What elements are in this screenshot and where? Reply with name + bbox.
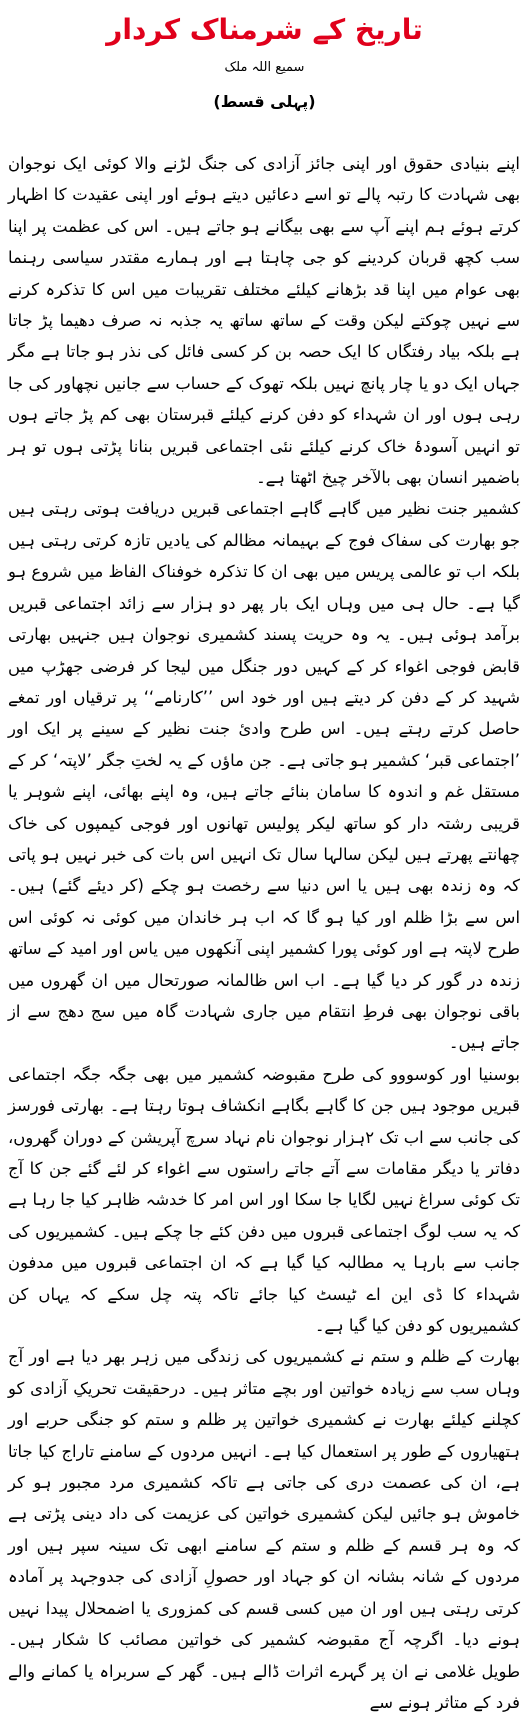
author-name: سمیع اللہ ملک: [224, 60, 305, 75]
article-title: تاریخ کے شرمناک کردار: [106, 13, 423, 46]
paragraph-4: بھارت کے ظلم و ستم نے کشمیریوں کی زندگی میں زہر بھر دیا ہے اور آج وہاں سب سے زیادہ خواتین اور بچے متاثر ہیں۔ درحقیقت تحریکِ آزادی کو کچلنے کیلئے بھارت نے کشمیری خواتین پر ظلم و ستم کو جنگی حربے اور ہتھیاروں کے طور پر استعمال کیا ہے۔ انہیں مردوں کے سامنے تاراج کیا جاتا ہے، ان کی عصمت دری کی جاتی ہے تاکہ کشمیری مرد مجبور ہو کر خاموش ہو جائیں لیکن کشمیری خواتین کی عزیمت کی داد دینی پڑتی ہے کہ وہ ہر قسم کے ظلم و ستم کے سامنے ابھی تک سینہ سپر ہیں اور مردوں کے شانہ بشانہ ان کو جہاد اور حصولِ آزادی کی جدوجہد پر آمادہ کرتی رہتی ہیں اور ان میں کسی قسم کی کمزوری یا اضمحلال پیدا نہیں ہونے دیا۔ اگرچہ آج مقبوضہ کشمیر کی خواتین مصائب کا شکار ہیں۔ طویل غلامی نے ان پر گہرے اثرات ڈالے ہیں۔ گھر کے سربراہ یا کمانے والے فرد کے متاثر ہونے سے: [8, 1347, 520, 1712]
paragraph-3: بوسنیا اور کوسووو کی طرح مقبوضہ کشمیر میں بھی جگہ جگہ اجتماعی قبریں موجود ہیں جن کا گاہے بگاہے انکشاف ہوتا رہتا ہے۔ بھارتی فورسز کی جانب سے اب تک ۲ہزار نوجوان نام نہاد سرچ آپریشن کے دوران گھروں، دفاتر یا دیگر مقامات سے آتے جاتے راستوں سے اغواء کر لئے گئے جن کا آج تک کوئی سراغ نہیں لگایا جا سکا اور اس امر کا خدشہ ظاہر کیا جا رہا ہے کہ یہ سب لوگ اجتماعی قبروں میں دفن کئے جا چکے ہیں۔ کشمیریوں کی جانب سے بارہا یہ مطالبہ کیا گیا ہے کہ ان اجتماعی قبروں میں مدفون شہداء کا ڈی این اے ٹیسٹ کیا جائے تاکہ پتہ چل سکے کہ یہاں کن کشمیریوں کو دفن کیا گیا ہے۔: [8, 1064, 520, 1336]
paragraph-2: کشمیر جنت نظیر میں گاہے گاہے اجتماعی قبریں دریافت ہوتی رہتی ہیں جو بھارت کی سفاک فوج کے بہیمانہ مظالم کی یادیں تازہ کرتی رہتی ہیں بلکہ اب تو عالمی پریس میں بھی ان کا تذکرہ خوفناک الفاظ میں شروع ہو گیا ہے۔ حال ہی میں وہاں ایک بار پھر دو ہزار سے زائد اجتماعی قبریں برآمد ہوئی ہیں۔ یہ وہ حریت پسند کشمیری نوجوان ہیں جنہیں بھارتی قابض فوجی اغواء کر کے کہیں دور جنگل میں لیجا کر فرضی جھڑپ میں شہید کر کے دفن کر دیتے ہیں اور خود اس ’’کارنامے‘‘ پر ترقیاں اور تمغے حاصل کرتے رہتے ہیں۔ اس طرح وادیٔ جنت نظیر کے سینے پر ایک اور ’اجتماعی قبر‘ کشمیر ہو جاتی ہے۔ جن ماؤں کے یہ لختِ جگر ’لاپتہ‘ کر کے مستقل غم و اندوہ کا سامان بنائے جاتے ہیں، وہ اپنے بھائی، اپنے شوہر یا قریبی رشتہ دار کو ساتھ لیکر پولیس تھانوں اور فوجی کیمپوں کی خاک چھانتے پھرتے ہیں لیکن سالہا سال تک انہیں اس بات کی خبر نہیں ہو پاتی کہ وہ زندہ بھی ہیں یا اس دنیا سے رخصت ہو چکے (کر دیئے گئے) ہیں۔ اس سے بڑا ظلم اور کیا ہو گا کہ اب ہر خاندان میں کوئی نہ کوئی اس طرح لاپتہ ہے اور کوئی پورا کشمیر اپنی آنکھوں میں یاس اور امید کے ساتھ زندہ در گور کر دیا گیا ہے۔ اب اس ظالمانہ صورتحال میں ان گھروں میں باقی نوجوان بھی فرطِ انتقام میں جاری شہادت گاہ میں سج دھج سے از جاتے ہیں۔: [8, 499, 520, 1053]
article-body: [8, 148, 520, 1718]
paragraph-1: اپنے بنیادی حقوق اور اپنی جائز آزادی کی جنگ لڑنے والا کوئی ایک نوجوان بھی شہادت کا رتبہ پالے تو اسے دعائیں دیتے ہوئے اور اپنی عقیدت کا اظہار کرتے ہوئے ہم اپنے آپ سے بھی بیگانے ہو جاتے ہیں۔ اس کی عظمت پر اپنا سب کچھ قربان کردینے کو جی چاہتا ہے اور ہمارے مقتدر سیاسی رہنما بھی عوام میں اپنا قد بڑھانے کیلئے مختلف تقریبات میں اس کا تذکرہ کرنے سے نہیں چوکتے لیکن وقت کے ساتھ ساتھ یہ جذبہ نہ صرف دھیما پڑ جاتا ہے بلکہ بیاد رفتگاں کا ایک حصہ بن کر کسی فائل کی نذر ہو جاتا ہے مگر جہاں ایک دو یا چار پانچ نہیں بلکہ تھوک کے حساب سے جانیں نچھاور کی جا رہی ہوں اور ان شہداء کو دفن کرنے کیلئے قبرستان بھی کم پڑ جاتے ہوں تو انہیں آسودۂ خاک کرنے کیلئے نئی اجتماعی قبریں بنانا پڑتی ہوں تو ہر باضمیر انسان بھی بالآخر چیخ اٹھتا ہے۔: [8, 154, 520, 488]
installment-label: (پہلی قسط): [213, 92, 316, 111]
